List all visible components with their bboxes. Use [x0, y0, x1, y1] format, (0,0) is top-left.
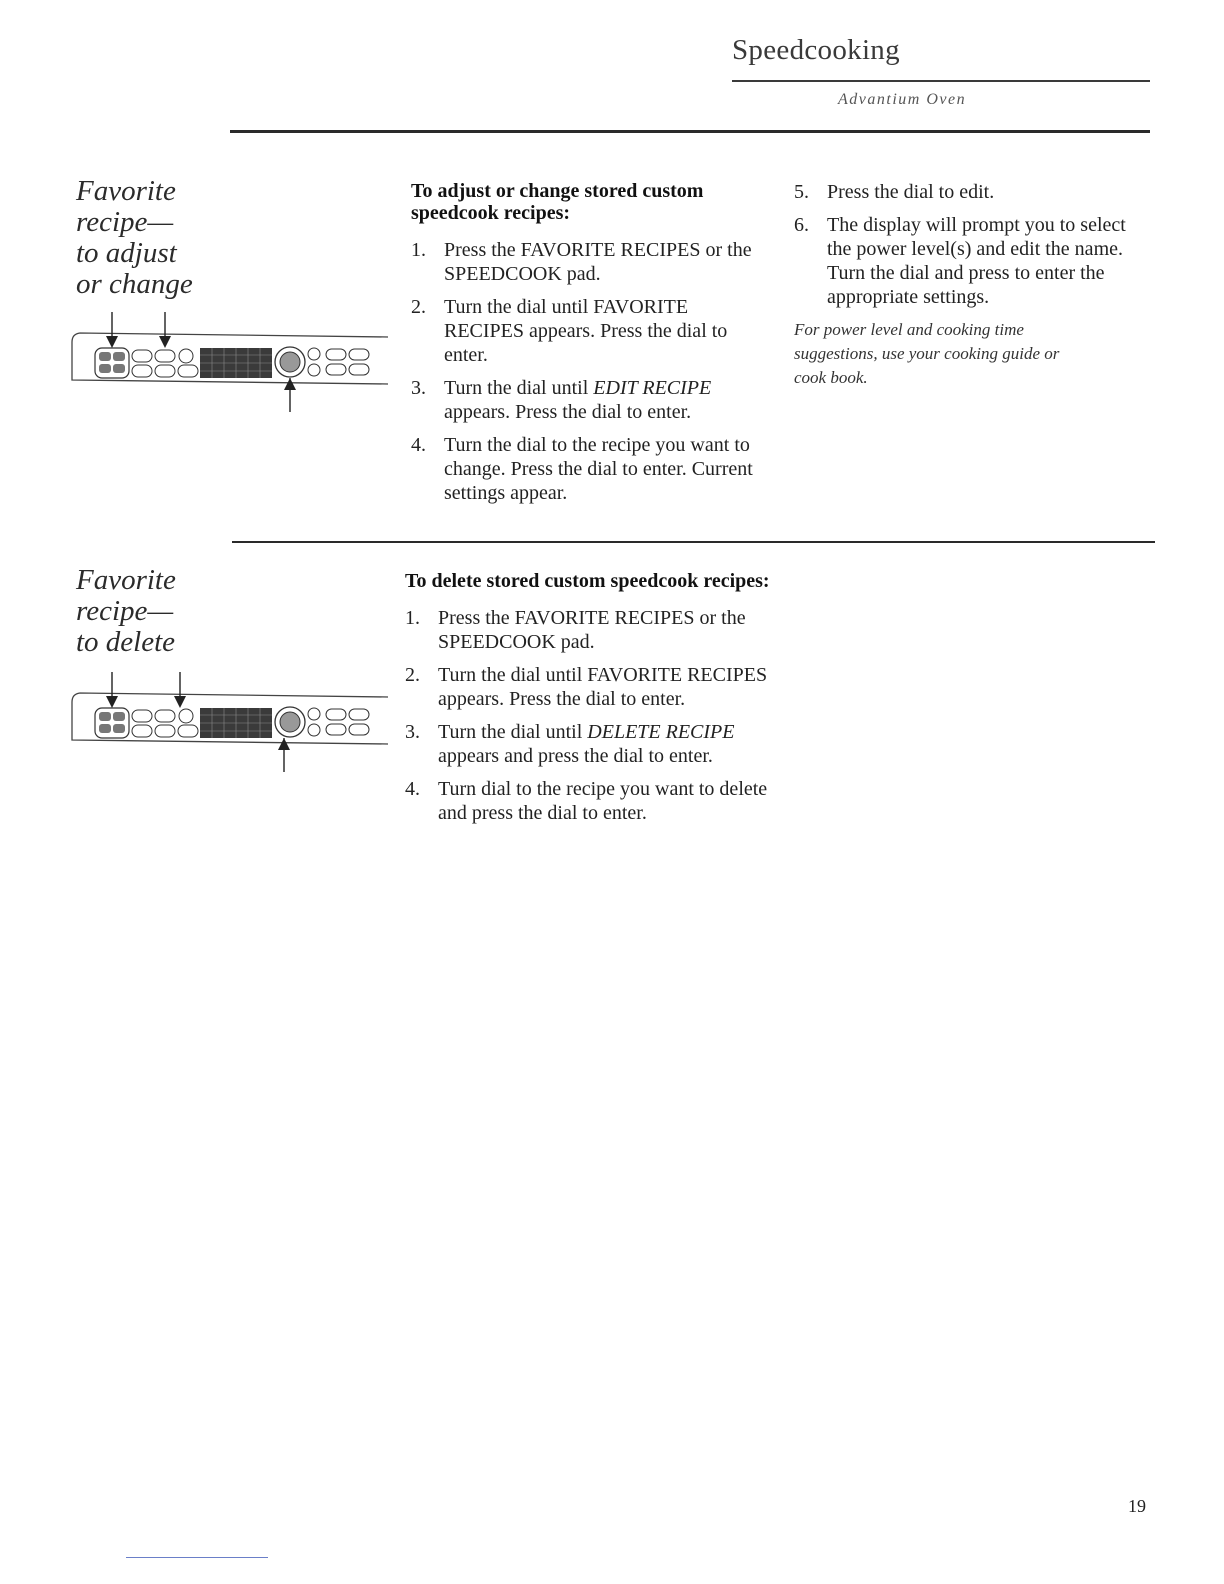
section-2-side-title — [76, 565, 176, 658]
section-1-column-2 — [794, 180, 1150, 390]
footer-link-line — [126, 1557, 268, 1558]
page-header-subtitle: Advantium Oven — [838, 91, 967, 108]
header-rule — [732, 80, 1150, 82]
side-title-line: to adjust — [76, 237, 177, 269]
step-item: 1. Press the FAVORITE RECIPES or the SPEEDCOOK pad. — [405, 607, 746, 653]
section-divider — [232, 541, 1155, 543]
step-item: 3. Turn the dial until DELETE RECIPE appears and press the dial to enter. — [405, 721, 735, 767]
control-panel-illustration — [70, 672, 390, 774]
header-divider — [230, 130, 1150, 133]
step-item: 2. Turn the dial until FAVORITE RECIPES appears. Press the dial to enter. — [405, 664, 768, 710]
section-2-column-1 — [405, 570, 771, 834]
side-title-line: recipe— — [76, 595, 174, 627]
section-1-note: For power level and cooking time suggestions, use your cooking guide or cook book. — [794, 320, 1060, 387]
side-title-line: to delete — [76, 626, 176, 658]
step-item: 4. Turn dial to the recipe you want to delete and press the dial to enter. — [405, 778, 768, 824]
section-1-side-title — [76, 176, 193, 300]
section-1-steps — [411, 238, 769, 505]
step-item: 3. Turn the dial until EDIT RECIPE appears. Press the dial to enter. — [411, 377, 712, 423]
section-1-column-1 — [411, 180, 769, 514]
side-title-line: recipe— — [76, 206, 174, 238]
section-1-steps-continued — [794, 180, 1150, 309]
section-1-heading: To adjust or change stored custom speedcook recipes: — [411, 180, 704, 224]
side-title-line: Favorite — [76, 564, 176, 596]
page-number: 19 — [1128, 1496, 1146, 1516]
control-panel-illustration — [70, 312, 390, 414]
section-2-heading: To delete stored custom speedcook recipes: — [405, 570, 770, 592]
step-item: 5. Press the dial to edit. — [794, 181, 995, 203]
step-item: 6. The display will prompt you to select the power level(s) and edit the name. Turn the dial and press to enter the appropriate settings. — [794, 214, 1126, 308]
step-item: 2. Turn the dial until FAVORITE RECIPES appears. Press the dial to enter. — [411, 296, 728, 366]
side-title-line: or change — [76, 268, 193, 300]
page-header-title: Speedcooking — [732, 34, 900, 66]
step-item: 4. Turn the dial to the recipe you want to change. Press the dial to enter. Current settings appear. — [411, 434, 753, 504]
side-title-line: Favorite — [76, 175, 176, 207]
section-2-steps — [405, 606, 771, 825]
step-item: 1. Press the FAVORITE RECIPES or the SPEEDCOOK pad. — [411, 239, 752, 285]
